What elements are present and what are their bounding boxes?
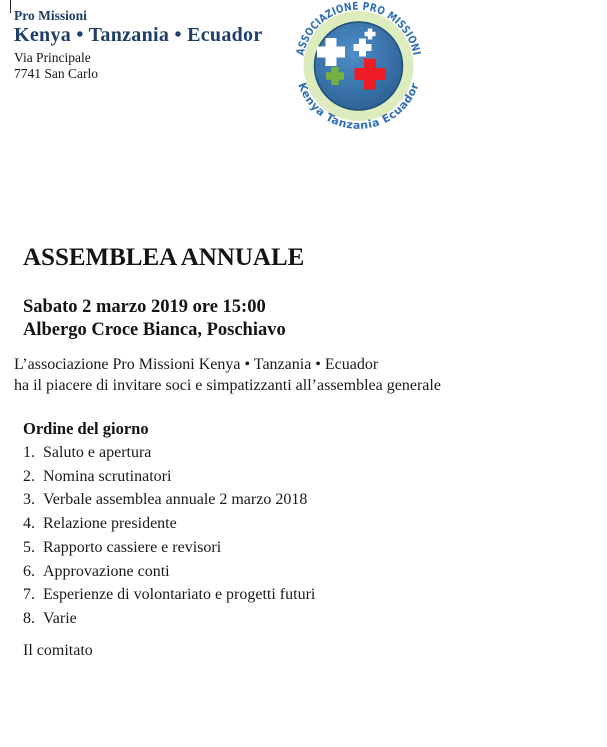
event-location: Albergo Croce Bianca, Poschiavo [23,319,286,340]
agenda-item-label: Verbale assemblea annuale 2 marzo 2018 [43,491,308,509]
org-name-countries: Kenya • Tanzania • Ecuador [14,24,263,46]
invitation-line-2: ha il piacere di invitare soci e simpatizzanti all’assemblea generale [14,377,441,394]
text-cursor-mark [10,0,11,13]
invitation-line-1: L’associazione Pro Missioni Kenya • Tanzania • Ecuador [14,356,379,373]
agenda-item-label: Relazione presidente [43,515,177,533]
letterhead [14,8,263,82]
invitation-paragraph [14,354,441,396]
agenda-item-label: Nomina scrutinatori [43,467,172,485]
agenda-item-label: Saluto e apertura [43,444,152,461]
agenda-item-number: 6. [23,562,35,580]
address-city: 7741 San Carlo [14,66,98,81]
event-details [23,296,286,341]
logo-arc-bottom-label: Kenya Tanzania Ecuador [295,80,422,132]
signature: Il comitato [23,642,93,659]
agenda-item-label: Esperienze di volontariato e progetti futuri [43,586,316,604]
agenda-item-label: Rapporto cassiere e revisori [43,538,222,556]
agenda-item [23,441,315,465]
agenda-item-label: Varie [43,609,77,627]
page-title: ASSEMBLEA ANNUALE [23,244,305,271]
association-logo [283,0,435,132]
org-name-small: Pro Missioni [14,8,87,23]
agenda-heading: Ordine del giorno [23,419,149,438]
event-date: Sabato 2 marzo 2019 ore 15:00 [23,297,266,317]
agenda-item-number: 8. [23,609,35,627]
agenda-item-number: 4. [23,515,35,533]
agenda-item-number: 3. [23,491,35,509]
agenda-item-label: Approvazione conti [43,562,170,580]
agenda-item [23,488,315,512]
agenda-item [23,560,315,584]
agenda-item [23,607,315,631]
agenda-item [23,465,315,489]
agenda-list [23,441,315,631]
agenda-item-number: 1. [23,444,35,461]
logo-arc-top-label: ASSOCIAZIONE PRO MISSIONI [293,0,424,58]
agenda-item-number: 2. [23,467,35,485]
address-street: Via Principale [14,50,91,65]
agenda-item-number: 5. [23,538,35,556]
agenda-item-number: 7. [23,586,35,604]
agenda-item [23,512,315,536]
agenda-item [23,583,315,607]
agenda-item [23,536,315,560]
